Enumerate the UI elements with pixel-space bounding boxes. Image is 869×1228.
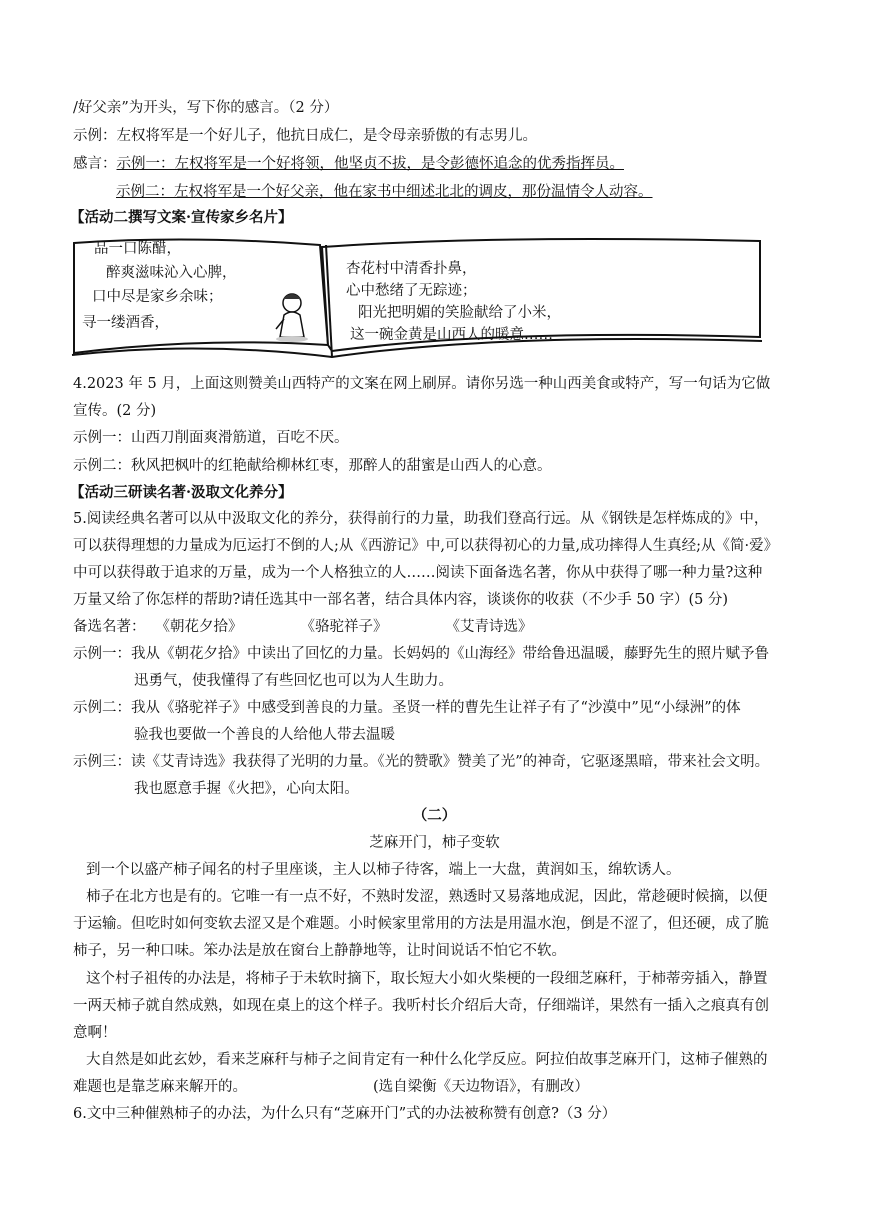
book-left-line-1: 品一口陈醋， — [94, 241, 181, 257]
q5-options-label: 备选名著： — [73, 619, 146, 635]
q5-example-2b: 验我也要做一个善良的人给他人带去温暖 — [134, 727, 395, 743]
open-book-illustration — [70, 233, 764, 361]
q4-example-1: 示例一：山西刀削面爽滑筋道，百吃不厌。 — [73, 430, 349, 446]
q5-line-4: 万量又给了你怎样的帮助?请任选其中一部名著，结合具体内容，谈谈你的收获（不少手 50 字）(5 分) — [73, 592, 729, 608]
q5-option-3: 《艾青诗选》 — [445, 619, 533, 635]
article-p2-1: 柿子在北方也是有的。它唯一有一点不好，不熟时发涩，熟透时又易落地成泥，因此，常趁硬时候摘，以便 — [86, 889, 768, 905]
q3-example-label: 示例： — [73, 128, 117, 144]
article-source: (选自梁衡《天边物语》，有删改） — [373, 1079, 589, 1095]
q5-example-1b: 迅勇气，使我懂得了有些回忆也可以为人生助力。 — [134, 673, 453, 689]
q3-answer-1 — [73, 154, 624, 174]
article-p3-2: 一两天柿子就自然成熟，如现在桌上的这个样子。我听村长介绍后大奇，仔细端详，果然有一插入之痕真有创 — [73, 998, 769, 1014]
book-left-line-4: 寻一缕酒香， — [82, 315, 169, 331]
q5-example-1a: 示例一：我从《朝花夕拾》中读出了回忆的力量。长妈妈的《山海经》带给鲁迅温暖，藤野先生的照片赋予鲁 — [73, 646, 769, 662]
article-p4-2-text: 难题也是靠芝麻来解开的。 — [73, 1079, 247, 1095]
q5-example-3a: 示例三：读《艾青诗选》我获得了光明的力量。《光的赞歌》赞美了光”的神奇，它驱逐黑暗，带来社会文明。 — [73, 754, 770, 770]
book-left-line-3: 口中尽是家乡余味； — [92, 289, 223, 305]
article-p2-2: 于运输。但吃时如何变软去涩又是个难题。小时候家里常用的方法是用温水泡，倒是不涩了，但还硬，成了脆 — [73, 916, 769, 932]
book-right-line-3: 阳光把明媚的笑脸献给了小米， — [358, 305, 561, 321]
article-p2-3: 柿子，另一种口味。笨办法是放在窗台上静静地等，让时间说话不怕它不软。 — [73, 943, 566, 959]
section-heading: （二） — [412, 807, 457, 824]
q3-answer-2-text: 示例二：左权将军是一个好父亲，他在家书中细述北北的调皮，那份温情令人动容。 — [116, 184, 653, 200]
article-p1: 到一个以盛产柿子闻名的村子里座谈，主人以柿子待客，端上一大盘，黄润如玉，绵软诱人。 — [86, 862, 681, 878]
q5-example-3b: 我也愿意手握《火把》，心向太阳。 — [134, 781, 359, 797]
article-p4-1: 大自然是如此玄妙，看来芝麻秆与柿子之间肯定有一种什么化学反应。阿拉伯故事芝麻开门，这柿子催熟的 — [86, 1052, 768, 1068]
q5-line-2: 可以获得理想的力量成为厄运打不倒的人;从《西游记》中,可以获得初心的力量,成功摔得人生真经;从《简·爱》 — [73, 538, 779, 554]
book-right-line-4: 这一碗金黄是山西人的暖意…… — [350, 327, 553, 343]
q3-example-text: 左权将军是一个好儿子，他抗日成仁，是令母亲骄傲的有志男儿。 — [116, 128, 537, 144]
activity2-title: 【活动二撰写文案·宣传家乡名片】 — [70, 209, 293, 226]
activity3-title: 【活动三研读名著·汲取文化养分】 — [70, 484, 293, 501]
article-title: 芝麻开门，柿子变软 — [369, 835, 500, 851]
book-right-line-2: 心中愁绪了无踪迹； — [346, 283, 477, 299]
q3-prompt-tail: /好父亲”为开头，写下你的感言。（2 分） — [73, 100, 339, 116]
q3-answer-label: 感言： — [73, 156, 117, 172]
q5-example-2a: 示例二：我从《骆驼祥子》中感受到善良的力量。圣贤一样的曹先生让祥子有了“沙漠中”见“小绿洲”的体 — [73, 700, 741, 716]
q5-line-3: 中可以获得敢于追求的万量，成为一个人格独立的人……阅读下面备选名著，你从中获得了哪一种力量?这种 — [73, 565, 763, 581]
article-p3-3: 意啊！ — [73, 1025, 117, 1041]
q5-option-2: 《骆驼祥子》 — [300, 619, 388, 635]
q5-line-1: 5.阅读经典名著可以从中汲取文化的养分，获得前行的力量，助我们登高行远。从《钢铁是怎样炼成的》中， — [73, 511, 769, 527]
book-right-line-1: 杏花村中清香扑鼻， — [346, 261, 477, 277]
q3-example — [73, 126, 537, 146]
q3-answer-1-text: 示例一：左权将军是一个好将领，他坚贞不拔，是令彭德怀追念的优秀指挥员。 — [116, 156, 624, 172]
q4-line-1: 4.2023 年 5 月，上面这则赞美山西特产的文案在网上刷屏。请你另选一种山西美食或特产，写一句话为它做 — [73, 376, 771, 392]
q6-prompt: 6.文中三种催熟柿子的办法，为什么只有“芝麻开门”式的办法被称赞有创意?（3 分） — [73, 1106, 617, 1122]
q5-option-1: 《朝花夕拾》 — [155, 619, 243, 635]
q4-line-2: 宣传。(2 分) — [73, 403, 157, 419]
q5-options — [73, 617, 533, 637]
book-left-line-2: 醉爽滋味沁入心脾， — [106, 265, 237, 281]
article-p4-2 — [73, 1077, 589, 1097]
q3-answer-2 — [116, 182, 653, 202]
q4-example-2: 示例二：秋风把枫叶的红艳献给柳林红枣，那醉人的甜蜜是山西人的心意。 — [73, 458, 552, 474]
article-p3-1: 这个村子祖传的办法是，将柿子于未软时摘下，取长短大小如火柴梗的一段细芝麻秆，于柿蒂旁插入，静置 — [86, 971, 768, 987]
